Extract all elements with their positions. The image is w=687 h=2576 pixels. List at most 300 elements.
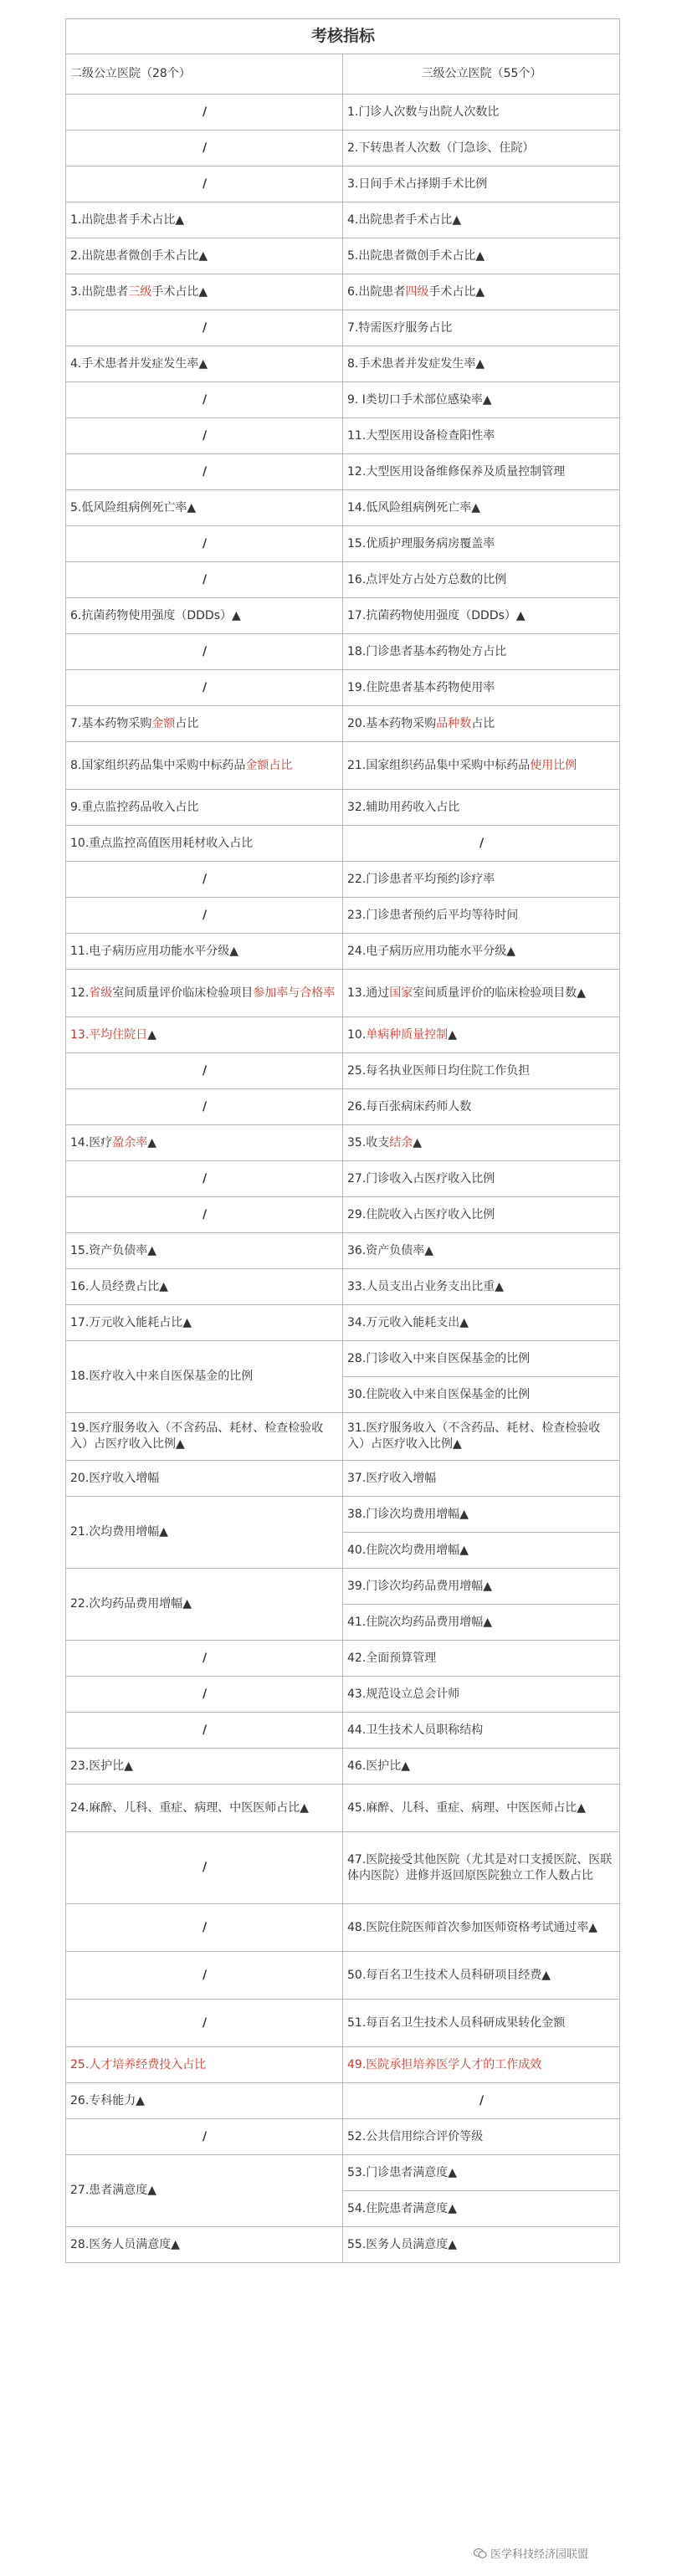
cell-text: 44.卫生技术人员职称结构 [347, 1723, 484, 1737]
cell-text-highlight: 金额 [151, 716, 176, 730]
secondary-indicator-cell [66, 2000, 343, 2047]
cell-text: 手术占比▲ [428, 284, 485, 299]
cell-text: 28.门诊收入中来自医保基金的比例 [347, 1351, 531, 1365]
cell-text-highlight: 49.医院承担培养医学人才的工作成效 [347, 2057, 542, 2072]
table-row [66, 934, 620, 970]
cell-text: 20.医疗收入增幅 [70, 1471, 160, 1485]
cell-text: 22.次均药品费用增幅▲ [70, 1597, 192, 1611]
secondary-indicator-cell [66, 934, 343, 970]
cell-text: / [202, 680, 208, 694]
table-row [66, 1677, 620, 1713]
cell-text: 16.人员经费占比▲ [70, 1279, 169, 1293]
table-row [66, 670, 620, 706]
cell-text: / [202, 141, 208, 155]
cell-text: / [202, 177, 208, 191]
cell-text: 31.医疗服务收入（不含药品、耗材、检查检验收入）占医疗收入比例▲ [347, 1421, 601, 1451]
secondary-indicator-cell [66, 898, 343, 934]
table-row [66, 95, 620, 131]
table-row [66, 562, 620, 598]
cell-text-highlight: 省级 [89, 986, 113, 1000]
table-row [66, 1497, 620, 1533]
table-row [66, 202, 620, 238]
cell-text: 6.抗菌药物使用强度（DDDs）▲ [70, 608, 241, 622]
secondary-indicator-cell [66, 1461, 343, 1497]
table-row [66, 2000, 620, 2047]
secondary-indicator-cell [66, 1161, 343, 1197]
cell-text: 21.次均费用增幅▲ [70, 1525, 169, 1539]
table-row [66, 742, 620, 790]
cell-text: 14.低风险组病例死亡率▲ [347, 500, 481, 515]
secondary-indicator-cell [66, 1832, 343, 1904]
cell-text: 34.万元收入能耗支出▲ [347, 1315, 469, 1329]
table-row [66, 2155, 620, 2191]
cell-text: / [202, 428, 208, 443]
secondary-indicator-cell [66, 790, 343, 826]
cell-text: 46.医护比▲ [347, 1759, 411, 1773]
table-row [66, 1125, 620, 1161]
tertiary-indicator-cell [343, 862, 620, 898]
tertiary-indicator-cell [343, 1305, 620, 1341]
table-row [66, 2227, 620, 2263]
cell-text: 19.医疗服务收入（不含药品、耗材、检查检验收入）占医疗收入比例▲ [70, 1421, 324, 1451]
secondary-indicator-cell [66, 1641, 343, 1677]
cell-text-highlight: 国家 [389, 986, 413, 1000]
cell-text-highlight: 13.平均住院日 [70, 1027, 148, 1042]
cell-text: 14.医疗 [70, 1135, 113, 1150]
cell-text: / [202, 2015, 208, 2030]
cell-text: 11.大型医用设备检查阳性率 [347, 428, 495, 443]
cell-text-highlight: 25.人才培养经费投入占比 [70, 2057, 207, 2072]
cell-text: 4.出院患者手术占比▲ [347, 213, 462, 227]
cell-text: 15.资产负债率▲ [70, 1243, 157, 1257]
cell-text: 室间质量评价的临床检验项目数▲ [413, 986, 587, 1000]
table-row [66, 2119, 620, 2155]
cell-text-highlight: 结余 [389, 1135, 413, 1150]
tertiary-indicator-cell [343, 1641, 620, 1677]
tertiary-indicator-cell [343, 166, 620, 202]
tertiary-indicator-cell [343, 2155, 620, 2191]
cell-text: 17.抗菌药物使用强度（DDDs）▲ [347, 608, 526, 622]
secondary-indicator-cell [66, 1413, 343, 1461]
cell-text: 2.下转患者人次数（门急诊、住院） [347, 141, 535, 155]
cell-text: ▲ [147, 1135, 157, 1150]
tertiary-indicator-cell [343, 526, 620, 562]
secondary-indicator-cell [66, 1269, 343, 1305]
cell-text: 35.收支 [347, 1135, 390, 1150]
tertiary-indicator-cell [343, 1605, 620, 1641]
secondary-indicator-cell [66, 1305, 343, 1341]
table-row [66, 1341, 620, 1377]
title-row [66, 19, 620, 54]
cell-text: 50.每百名卫生技术人员科研项目经费▲ [347, 1968, 551, 1982]
secondary-indicator-cell [66, 1053, 343, 1089]
tertiary-indicator-cell [343, 1569, 620, 1605]
table-row [66, 970, 620, 1017]
tertiary-indicator-cell [343, 346, 620, 382]
cell-text: 27.患者满意度▲ [70, 2184, 157, 2197]
cell-text: 45.麻醉、儿科、重症、病理、中医医师占比▲ [347, 1800, 587, 1815]
cell-text: / [202, 1207, 208, 1221]
cell-text: 48.医院住院医师首次参加医师资格考试通过率▲ [347, 1920, 598, 1934]
secondary-indicator-cell [66, 634, 343, 670]
secondary-indicator-cell [66, 202, 343, 238]
cell-text: 18.医疗收入中来自医保基金的比例 [70, 1370, 254, 1383]
tertiary-indicator-cell [343, 562, 620, 598]
cell-text: 25.每名执业医师日均住院工作负担 [347, 1063, 531, 1078]
cell-text: / [202, 1723, 208, 1737]
cell-text: 40.住院次均费用增幅▲ [347, 1543, 469, 1557]
secondary-indicator-cell [66, 706, 343, 742]
tertiary-indicator-cell [343, 1197, 620, 1233]
secondary-indicator-cell [66, 1904, 343, 1952]
cell-text-highlight: 四级 [405, 284, 429, 299]
cell-text: 23.门诊患者预约后平均等待时间 [347, 908, 519, 922]
tertiary-indicator-cell [343, 790, 620, 826]
cell-text: 10.重点监控高值医用耗材收入占比 [70, 836, 254, 850]
cell-text: 47.医院接受其他医院（尤其是对口支援医院、医联体内医院）进修并返回原医院独立工作人数占比 [347, 1852, 613, 1882]
tertiary-indicator-cell [343, 970, 620, 1017]
cell-text: 15.优质护理服务病房覆盖率 [347, 536, 495, 551]
table-row [66, 1053, 620, 1089]
secondary-indicator-cell [66, 526, 343, 562]
secondary-indicator-cell [66, 598, 343, 634]
tertiary-indicator-cell [343, 1497, 620, 1533]
cell-text-highlight: 盈余率 [112, 1135, 148, 1150]
secondary-indicator-cell [66, 2155, 343, 2227]
table-row [66, 1197, 620, 1233]
indicator-table-body [66, 19, 620, 2263]
secondary-indicator-cell [66, 1197, 343, 1233]
cell-text: 10. [347, 1027, 367, 1042]
tertiary-indicator-cell [343, 418, 620, 454]
table-row [66, 274, 620, 310]
cell-text: 21.国家组织药品集中采购中标药品 [347, 758, 531, 772]
cell-text: 26.每百张病床药师人数 [347, 1099, 472, 1114]
table-row [66, 898, 620, 934]
secondary-indicator-cell [66, 670, 343, 706]
cell-text: 12. [70, 986, 90, 1000]
cell-text-highlight: 金额占比 [245, 758, 293, 772]
cell-text: 1.出院患者手术占比▲ [70, 213, 185, 227]
table-row [66, 1952, 620, 2000]
secondary-indicator-cell [66, 274, 343, 310]
table-row [66, 526, 620, 562]
tertiary-indicator-cell [343, 274, 620, 310]
tertiary-indicator-cell [343, 898, 620, 934]
tertiary-indicator-cell [343, 1677, 620, 1713]
cell-text: 29.住院收入占医疗收入比例 [347, 1207, 495, 1221]
cell-text: / [202, 464, 208, 479]
cell-text-highlight: 品种数 [436, 716, 472, 730]
tertiary-indicator-cell [343, 1233, 620, 1269]
secondary-indicator-cell [66, 382, 343, 418]
table-row [66, 2047, 620, 2083]
tertiary-indicator-cell [343, 2000, 620, 2047]
tertiary-indicator-cell [343, 2083, 620, 2119]
table-row [66, 2083, 620, 2119]
tertiary-indicator-cell [343, 706, 620, 742]
tertiary-indicator-cell [343, 598, 620, 634]
tertiary-indicator-cell [343, 1713, 620, 1749]
table-row [66, 1161, 620, 1197]
tertiary-indicator-cell [343, 1053, 620, 1089]
secondary-indicator-cell [66, 1341, 343, 1413]
secondary-indicator-cell [66, 2227, 343, 2263]
indicator-table-sheet [65, 18, 620, 2263]
table-row [66, 1832, 620, 1904]
secondary-indicator-cell [66, 2119, 343, 2155]
cell-text: 7.特需医疗服务占比 [347, 320, 453, 335]
cell-text: / [202, 392, 208, 407]
tertiary-indicator-cell [343, 1904, 620, 1952]
secondary-indicator-cell [66, 1089, 343, 1125]
tertiary-indicator-cell [343, 2047, 620, 2083]
cell-text: 23.医护比▲ [70, 1759, 134, 1773]
tertiary-indicator-cell [343, 1125, 620, 1161]
tertiary-indicator-cell [343, 1017, 620, 1053]
secondary-indicator-cell [66, 310, 343, 346]
cell-text: 手术占比▲ [151, 284, 208, 299]
cell-text: / [202, 1968, 208, 1982]
cell-text: / [202, 572, 208, 586]
cell-text: 19.住院患者基本药物使用率 [347, 680, 495, 694]
cell-text: / [479, 836, 484, 850]
wechat-icon [474, 2548, 487, 2559]
tertiary-indicator-cell [343, 826, 620, 862]
cell-text: 7.基本药物采购 [70, 716, 152, 730]
secondary-indicator-cell [66, 742, 343, 790]
secondary-indicator-cell [66, 862, 343, 898]
secondary-indicator-cell [66, 1017, 343, 1053]
cell-text: / [202, 2129, 208, 2143]
tertiary-indicator-cell [343, 238, 620, 274]
cell-text: 53.门诊患者满意度▲ [347, 2165, 458, 2179]
cell-text: 26.专科能力▲ [70, 2093, 146, 2107]
tertiary-indicator-cell [343, 1785, 620, 1832]
tertiary-indicator-cell [343, 1341, 620, 1377]
table-row [66, 1413, 620, 1461]
tertiary-indicator-cell [343, 454, 620, 490]
cell-text: 52.公共信用综合评价等级 [347, 2129, 484, 2143]
tertiary-indicator-cell [343, 2191, 620, 2227]
cell-text: / [202, 1920, 208, 1934]
cell-text: ▲ [413, 1135, 423, 1150]
cell-text: 20.基本药物采购 [347, 716, 437, 730]
tertiary-indicator-cell [343, 382, 620, 418]
cell-text: / [202, 872, 208, 886]
tertiary-indicator-cell [343, 670, 620, 706]
cell-text-highlight: 参加率与合格率 [253, 986, 336, 1000]
cell-text: / [202, 908, 208, 922]
tertiary-indicator-cell [343, 95, 620, 131]
header-row [66, 54, 620, 95]
tertiary-indicator-cell [343, 1377, 620, 1413]
table-row [66, 310, 620, 346]
secondary-indicator-cell [66, 1749, 343, 1785]
table-row [66, 382, 620, 418]
watermark-text: 医学科技经济园联盟 [490, 2548, 589, 2561]
table-row [66, 1569, 620, 1605]
secondary-indicator-cell [66, 826, 343, 862]
cell-text: 16.点评处方占处方总数的比例 [347, 572, 507, 586]
cell-text: 3.出院患者 [70, 284, 129, 299]
table-row [66, 1904, 620, 1952]
cell-text: 1.门诊人次数与出院人次数比 [347, 105, 500, 119]
watermark [474, 2545, 588, 2561]
table-row [66, 706, 620, 742]
table-row [66, 454, 620, 490]
header-secondary-hospital: 二级公立医院（28个） [66, 54, 343, 95]
cell-text: 41.住院次均药品费用增幅▲ [347, 1615, 493, 1629]
cell-text: 11.电子病历应用功能水平分级▲ [70, 944, 239, 958]
secondary-indicator-cell [66, 418, 343, 454]
tertiary-indicator-cell [343, 1952, 620, 2000]
header-tertiary-hospital: 三级公立医院（55个） [343, 54, 620, 95]
secondary-indicator-cell [66, 562, 343, 598]
cell-text: 32.辅助用药收入占比 [347, 800, 460, 814]
cell-text: / [202, 1651, 208, 1665]
tertiary-indicator-cell [343, 1161, 620, 1197]
cell-text-highlight: 三级 [128, 284, 152, 299]
table-row [66, 1089, 620, 1125]
table-row [66, 826, 620, 862]
cell-text: 42.全面预算管理 [347, 1651, 437, 1665]
cell-text: 37.医疗收入增幅 [347, 1471, 437, 1485]
secondary-indicator-cell [66, 131, 343, 166]
tertiary-indicator-cell [343, 490, 620, 526]
table-row [66, 1269, 620, 1305]
cell-text-highlight: 使用比例 [530, 758, 577, 772]
secondary-indicator-cell [66, 1497, 343, 1569]
cell-text: / [202, 1861, 208, 1874]
cell-text: 9.重点监控药品收入占比 [70, 800, 199, 814]
table-row [66, 418, 620, 454]
cell-text: 22.门诊患者平均预约诊疗率 [347, 872, 495, 886]
cell-text: 6.出院患者 [347, 284, 406, 299]
secondary-indicator-cell [66, 970, 343, 1017]
secondary-indicator-cell [66, 166, 343, 202]
cell-text: / [202, 1099, 208, 1114]
secondary-indicator-cell [66, 1952, 343, 2000]
cell-text: / [202, 320, 208, 335]
cell-text: ▲ [147, 1027, 157, 1042]
table-row [66, 1785, 620, 1832]
indicator-table [65, 18, 620, 2263]
cell-text: ▲ [448, 1027, 458, 1042]
cell-text: / [202, 536, 208, 551]
tertiary-indicator-cell [343, 1749, 620, 1785]
cell-text: 43.规范设立总会计师 [347, 1687, 460, 1701]
cell-text: 2.出院患者微创手术占比▲ [70, 248, 208, 263]
cell-text: 38.门诊次均费用增幅▲ [347, 1507, 469, 1521]
secondary-indicator-cell [66, 490, 343, 526]
secondary-indicator-cell [66, 238, 343, 274]
secondary-indicator-cell [66, 95, 343, 131]
tertiary-indicator-cell [343, 2119, 620, 2155]
table-row [66, 862, 620, 898]
table-row [66, 1749, 620, 1785]
table-row [66, 131, 620, 166]
cell-text: / [202, 1063, 208, 1078]
tertiary-indicator-cell [343, 202, 620, 238]
tertiary-indicator-cell [343, 1413, 620, 1461]
tertiary-indicator-cell [343, 131, 620, 166]
table-row [66, 1233, 620, 1269]
cell-text: 28.医务人员满意度▲ [70, 2237, 181, 2251]
cell-text: 12.大型医用设备维修保养及质量控制管理 [347, 464, 566, 479]
cell-text: / [479, 2093, 484, 2107]
cell-text: 17.万元收入能耗占比▲ [70, 1315, 192, 1329]
tertiary-indicator-cell [343, 634, 620, 670]
tertiary-indicator-cell [343, 1269, 620, 1305]
cell-text: 占比 [175, 716, 199, 730]
cell-text: 3.日间手术占择期手术比例 [347, 177, 488, 191]
secondary-indicator-cell [66, 346, 343, 382]
cell-text: 54.住院患者满意度▲ [347, 2201, 458, 2215]
table-row [66, 1461, 620, 1497]
table-row [66, 1305, 620, 1341]
cell-text: / [202, 1171, 208, 1186]
table-title: 考核指标 [66, 19, 620, 54]
table-row [66, 490, 620, 526]
cell-text: 8.国家组织药品集中采购中标药品 [70, 758, 246, 772]
tertiary-indicator-cell [343, 310, 620, 346]
tertiary-indicator-cell [343, 934, 620, 970]
secondary-indicator-cell [66, 2083, 343, 2119]
cell-text: 55.医务人员满意度▲ [347, 2237, 458, 2251]
cell-text: / [202, 105, 208, 119]
cell-text-highlight: 单病种质量控制 [366, 1027, 449, 1042]
cell-text: 30.住院收入中来自医保基金的比例 [347, 1387, 531, 1401]
secondary-indicator-cell [66, 454, 343, 490]
cell-text: / [202, 1687, 208, 1701]
cell-text: 4.手术患者并发症发生率▲ [70, 356, 208, 371]
table-row [66, 1713, 620, 1749]
table-row [66, 1641, 620, 1677]
cell-text: / [202, 644, 208, 658]
tertiary-indicator-cell [343, 1089, 620, 1125]
secondary-indicator-cell [66, 1125, 343, 1161]
cell-text: 18.门诊患者基本药物处方占比 [347, 644, 507, 658]
cell-text: 36.资产负债率▲ [347, 1243, 434, 1257]
secondary-indicator-cell [66, 1785, 343, 1832]
table-row [66, 166, 620, 202]
cell-text: 33.人员支出占业务支出比重▲ [347, 1279, 505, 1293]
tertiary-indicator-cell [343, 1533, 620, 1569]
cell-text: 室间质量评价临床检验项目 [112, 986, 254, 1000]
cell-text: 24.电子病历应用功能水平分级▲ [347, 944, 516, 958]
table-row [66, 634, 620, 670]
table-row [66, 598, 620, 634]
tertiary-indicator-cell [343, 742, 620, 790]
secondary-indicator-cell [66, 1233, 343, 1269]
table-row [66, 346, 620, 382]
cell-text: 5.低风险组病例死亡率▲ [70, 500, 197, 515]
table-row [66, 790, 620, 826]
secondary-indicator-cell [66, 1569, 343, 1641]
cell-text: 51.每百名卫生技术人员科研成果转化金额 [347, 2015, 566, 2030]
cell-text: 9. I类切口手术部位感染率▲ [347, 392, 492, 407]
cell-text: 24.麻醉、儿科、重症、病理、中医医师占比▲ [70, 1800, 310, 1815]
secondary-indicator-cell [66, 1677, 343, 1713]
cell-text: 13.通过 [347, 986, 390, 1000]
tertiary-indicator-cell [343, 2227, 620, 2263]
tertiary-indicator-cell [343, 1832, 620, 1904]
cell-text: 5.出院患者微创手术占比▲ [347, 248, 485, 263]
table-row [66, 1017, 620, 1053]
cell-text: 39.门诊次均药品费用增幅▲ [347, 1579, 493, 1593]
tertiary-indicator-cell [343, 1461, 620, 1497]
